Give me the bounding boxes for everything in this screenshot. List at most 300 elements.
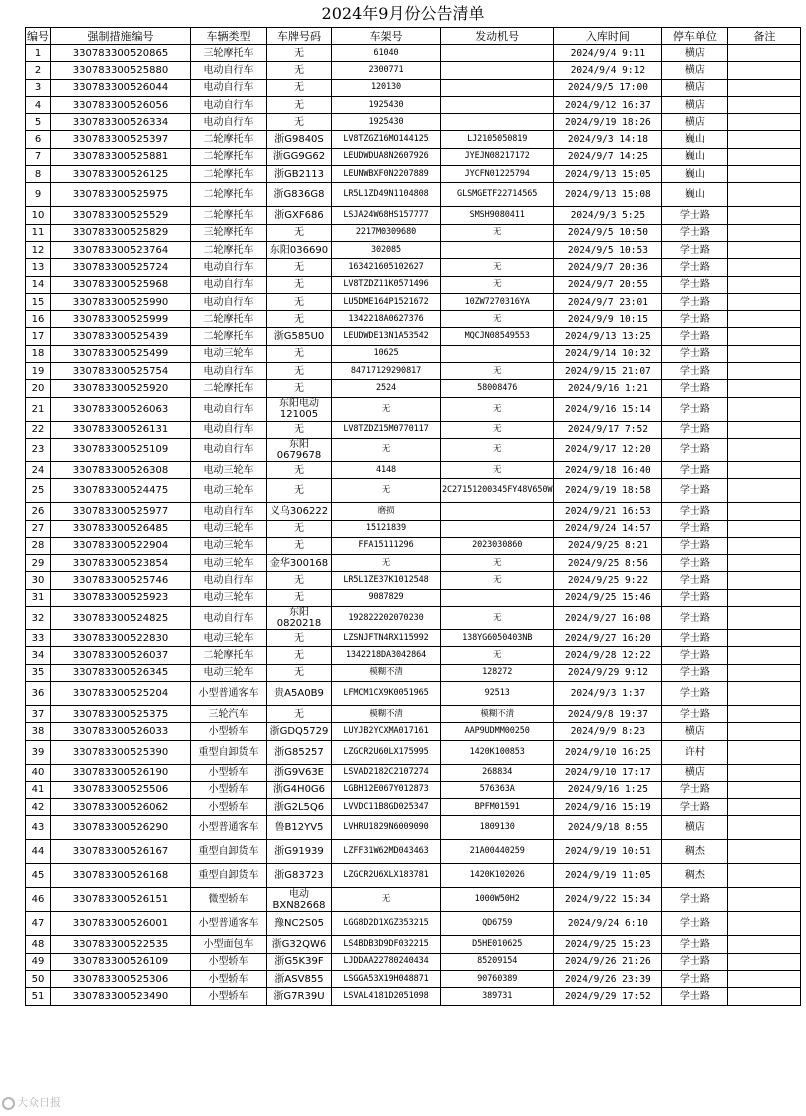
cell-enforcement-id: 330783300525439 xyxy=(51,328,191,345)
cell-no: 51 xyxy=(26,988,51,1005)
cell-enforcement-id: 330783300525881 xyxy=(51,148,191,165)
cell-plate: 无 xyxy=(267,62,332,79)
cell-engine: 无 xyxy=(441,647,554,664)
table-row xyxy=(26,503,801,520)
cell-time: 2024/9/25 8:21 xyxy=(554,537,662,554)
cell-remark xyxy=(728,479,801,503)
table-row xyxy=(26,166,801,183)
cell-frame: 302085 xyxy=(332,241,441,258)
page-title: 2024年9月份公告清单 xyxy=(321,4,485,23)
table-row xyxy=(26,537,801,554)
cell-frame: 无 xyxy=(332,888,441,912)
cell-plate: 东阳0820218 xyxy=(267,607,332,630)
cell-time: 2024/9/9 10:15 xyxy=(554,311,662,328)
table-row xyxy=(26,293,801,310)
cell-plate: 无 xyxy=(267,520,332,537)
cell-enforcement-id: 330783300525499 xyxy=(51,345,191,362)
cell-unit: 学士路 xyxy=(662,479,728,503)
cell-time: 2024/9/13 15:08 xyxy=(554,183,662,207)
cell-engine: 21A00440259 xyxy=(441,840,554,864)
cell-time: 2024/9/25 15:23 xyxy=(554,936,662,953)
table-row xyxy=(26,207,801,224)
cell-frame: LGBH12E067Y012873 xyxy=(332,781,441,798)
cell-time: 2024/9/4 9:11 xyxy=(554,45,662,62)
cell-frame: LR5L1ZD49N1104808 xyxy=(332,183,441,207)
cell-no: 12 xyxy=(26,241,51,258)
cell-enforcement-id: 330783300525880 xyxy=(51,62,191,79)
cell-frame: 模糊不清 xyxy=(332,705,441,722)
cell-no: 23 xyxy=(26,438,51,461)
table-row xyxy=(26,241,801,258)
cell-enforcement-id: 330783300525390 xyxy=(51,740,191,764)
cell-remark xyxy=(728,276,801,293)
table-row xyxy=(26,259,801,276)
cell-frame: LZSNJFTN4RX115992 xyxy=(332,630,441,647)
table-row xyxy=(26,328,801,345)
cell-time: 2024/9/15 21:07 xyxy=(554,363,662,380)
table-row xyxy=(26,864,801,888)
cell-unit: 学士路 xyxy=(662,988,728,1005)
cell-enforcement-id: 330783300525990 xyxy=(51,293,191,310)
cell-vehicle-type: 二轮摩托车 xyxy=(191,241,267,258)
cell-remark xyxy=(728,630,801,647)
cell-unit: 学士路 xyxy=(662,630,728,647)
table-row xyxy=(26,912,801,936)
cell-remark xyxy=(728,503,801,520)
cell-frame: LZFF31W62MD043463 xyxy=(332,840,441,864)
cell-vehicle-type: 电动三轮车 xyxy=(191,555,267,572)
cell-unit: 横店 xyxy=(662,96,728,113)
cell-engine xyxy=(441,114,554,131)
cell-enforcement-id: 330783300525397 xyxy=(51,131,191,148)
cell-plate: 豫NC2S05 xyxy=(267,912,332,936)
cell-frame: LSJA24W68HS157777 xyxy=(332,207,441,224)
cell-frame: LS4BDB3D9DF032215 xyxy=(332,936,441,953)
cell-no: 21 xyxy=(26,397,51,421)
cell-engine: 1809130 xyxy=(441,816,554,840)
cell-frame: LV8TZGZ16MO144125 xyxy=(332,131,441,148)
cell-time: 2024/9/14 10:32 xyxy=(554,345,662,362)
cell-vehicle-type: 小型面包车 xyxy=(191,936,267,953)
cell-plate: 无 xyxy=(267,45,332,62)
cell-unit: 横店 xyxy=(662,62,728,79)
cell-no: 24 xyxy=(26,461,51,478)
cell-unit: 许村 xyxy=(662,740,728,764)
cell-enforcement-id: 330783300526190 xyxy=(51,764,191,781)
cell-no: 17 xyxy=(26,328,51,345)
cell-frame: LZGCR2U60LX175995 xyxy=(332,740,441,764)
cell-time: 2024/9/19 11:05 xyxy=(554,864,662,888)
cell-plate: 浙G91939 xyxy=(267,840,332,864)
cell-no: 36 xyxy=(26,681,51,705)
cell-plate: 金华300168 xyxy=(267,555,332,572)
table-row xyxy=(26,953,801,970)
cell-unit: 巍山 xyxy=(662,166,728,183)
cell-enforcement-id: 330783300525920 xyxy=(51,380,191,397)
cell-unit: 学士路 xyxy=(662,276,728,293)
cell-unit: 学士路 xyxy=(662,912,728,936)
cell-engine: 模糊不清 xyxy=(441,705,554,722)
cell-vehicle-type: 三轮汽车 xyxy=(191,705,267,722)
cell-remark xyxy=(728,723,801,740)
cell-frame: 无 xyxy=(332,438,441,461)
cell-remark xyxy=(728,259,801,276)
cell-enforcement-id: 330783300525746 xyxy=(51,572,191,589)
cell-engine: 无 xyxy=(441,555,554,572)
cell-enforcement-id: 330783300525724 xyxy=(51,259,191,276)
cell-frame: 15121839 xyxy=(332,520,441,537)
cell-enforcement-id: 330783300525306 xyxy=(51,970,191,987)
cell-engine: 1420K102026 xyxy=(441,864,554,888)
table-row xyxy=(26,421,801,438)
cell-no: 35 xyxy=(26,664,51,681)
cell-unit: 学士路 xyxy=(662,781,728,798)
cell-vehicle-type: 二轮摩托车 xyxy=(191,380,267,397)
cell-plate: 无 xyxy=(267,461,332,478)
cell-plate: 电动BXN82668 xyxy=(267,888,332,912)
cell-plate: 义乌306222 xyxy=(267,503,332,520)
cell-no: 13 xyxy=(26,259,51,276)
cell-vehicle-type: 二轮摩托车 xyxy=(191,166,267,183)
cell-plate: 浙G836G8 xyxy=(267,183,332,207)
cell-plate: 浙G32QW6 xyxy=(267,936,332,953)
table-row xyxy=(26,740,801,764)
cell-unit: 学士路 xyxy=(662,888,728,912)
table-row xyxy=(26,705,801,722)
cell-time: 2024/9/8 19:37 xyxy=(554,705,662,722)
cell-vehicle-type: 电动三轮车 xyxy=(191,461,267,478)
cell-frame: 84717129290817 xyxy=(332,363,441,380)
cell-engine: 无 xyxy=(441,421,554,438)
table-row xyxy=(26,781,801,798)
cell-enforcement-id: 330783300522535 xyxy=(51,936,191,953)
table-row xyxy=(26,62,801,79)
table-row xyxy=(26,647,801,664)
cell-unit: 学士路 xyxy=(662,664,728,681)
cell-remark xyxy=(728,345,801,362)
cell-no: 32 xyxy=(26,607,51,630)
cell-no: 7 xyxy=(26,148,51,165)
cell-unit: 学士路 xyxy=(662,607,728,630)
cell-plate: 浙G9840S xyxy=(267,131,332,148)
cell-remark xyxy=(728,864,801,888)
cell-engine: 128272 xyxy=(441,664,554,681)
col-header-time: 入库时间 xyxy=(554,28,662,45)
cell-remark xyxy=(728,224,801,241)
cell-frame: LEUDWDUA8N2607926 xyxy=(332,148,441,165)
cell-remark xyxy=(728,397,801,421)
cell-vehicle-type: 电动三轮车 xyxy=(191,589,267,606)
cell-no: 47 xyxy=(26,912,51,936)
table-row xyxy=(26,988,801,1005)
cell-unit: 学士路 xyxy=(662,438,728,461)
cell-enforcement-id: 330783300526168 xyxy=(51,864,191,888)
cell-vehicle-type: 电动自行车 xyxy=(191,397,267,421)
cell-enforcement-id: 330783300525506 xyxy=(51,781,191,798)
cell-remark xyxy=(728,888,801,912)
cell-enforcement-id: 330783300526109 xyxy=(51,953,191,970)
cell-engine: 389731 xyxy=(441,988,554,1005)
cell-vehicle-type: 重型自卸货车 xyxy=(191,840,267,864)
cell-plate: 浙G4H0G6 xyxy=(267,781,332,798)
cell-plate: 浙G83723 xyxy=(267,864,332,888)
cell-frame: 无 xyxy=(332,479,441,503)
cell-no: 31 xyxy=(26,589,51,606)
cell-time: 2024/9/7 20:36 xyxy=(554,259,662,276)
cell-time: 2024/9/24 14:57 xyxy=(554,520,662,537)
cell-vehicle-type: 电动自行车 xyxy=(191,96,267,113)
cell-time: 2024/9/3 5:25 xyxy=(554,207,662,224)
cell-no: 46 xyxy=(26,888,51,912)
cell-unit: 横店 xyxy=(662,764,728,781)
cell-plate: 无 xyxy=(267,259,332,276)
cell-engine: 无 xyxy=(441,276,554,293)
cell-no: 48 xyxy=(26,936,51,953)
cell-frame: LEUDWDE13N1A53542 xyxy=(332,328,441,345)
cell-remark xyxy=(728,936,801,953)
cell-plate: 无 xyxy=(267,380,332,397)
cell-enforcement-id: 330783300526151 xyxy=(51,888,191,912)
cell-engine: GLSMGETF22714565 xyxy=(441,183,554,207)
table-row xyxy=(26,311,801,328)
cell-unit: 学士路 xyxy=(662,705,728,722)
cell-engine: JYEJN08217172 xyxy=(441,148,554,165)
cell-remark xyxy=(728,293,801,310)
cell-frame: 120130 xyxy=(332,79,441,96)
cell-vehicle-type: 小型轿车 xyxy=(191,988,267,1005)
table-row xyxy=(26,345,801,362)
cell-plate: 浙G9V63E xyxy=(267,764,332,781)
table-row xyxy=(26,438,801,461)
cell-vehicle-type: 电动自行车 xyxy=(191,62,267,79)
cell-vehicle-type: 二轮摩托车 xyxy=(191,311,267,328)
cell-engine: MQCJN08549553 xyxy=(441,328,554,345)
cell-time: 2024/9/18 8:55 xyxy=(554,816,662,840)
cell-plate: 无 xyxy=(267,363,332,380)
cell-time: 2024/9/25 15:46 xyxy=(554,589,662,606)
cell-enforcement-id: 330783300526334 xyxy=(51,114,191,131)
cell-remark xyxy=(728,461,801,478)
cell-plate: 无 xyxy=(267,96,332,113)
cell-unit: 稠杰 xyxy=(662,840,728,864)
cell-no: 1 xyxy=(26,45,51,62)
cell-enforcement-id: 330783300524475 xyxy=(51,479,191,503)
cell-time: 2024/9/17 7:52 xyxy=(554,421,662,438)
cell-enforcement-id: 330783300526290 xyxy=(51,816,191,840)
cell-frame: 无 xyxy=(332,397,441,421)
cell-plate: 东阳电动121005 xyxy=(267,397,332,421)
table-body xyxy=(26,45,801,1006)
cell-vehicle-type: 电动三轮车 xyxy=(191,520,267,537)
cell-time: 2024/9/12 16:37 xyxy=(554,96,662,113)
cell-remark xyxy=(728,520,801,537)
cell-vehicle-type: 电动三轮车 xyxy=(191,630,267,647)
cell-plate: 贵A5A0B9 xyxy=(267,681,332,705)
cell-remark xyxy=(728,781,801,798)
cell-enforcement-id: 330783300526125 xyxy=(51,166,191,183)
cell-no: 10 xyxy=(26,207,51,224)
table-row xyxy=(26,131,801,148)
table-row xyxy=(26,816,801,840)
cell-time: 2024/9/25 9:22 xyxy=(554,572,662,589)
table-row xyxy=(26,630,801,647)
cell-engine: 268834 xyxy=(441,764,554,781)
cell-engine: 无 xyxy=(441,363,554,380)
cell-unit: 学士路 xyxy=(662,589,728,606)
cell-remark xyxy=(728,148,801,165)
cell-no: 34 xyxy=(26,647,51,664)
cell-frame: LGG8D2D1XGZ353215 xyxy=(332,912,441,936)
cell-engine: JYCFN01225794 xyxy=(441,166,554,183)
cell-vehicle-type: 电动自行车 xyxy=(191,503,267,520)
cell-time: 2024/9/25 8:56 xyxy=(554,555,662,572)
cell-time: 2024/9/13 13:25 xyxy=(554,328,662,345)
cell-remark xyxy=(728,79,801,96)
cell-time: 2024/9/27 16:08 xyxy=(554,607,662,630)
table-row xyxy=(26,589,801,606)
cell-plate: 东阳0679678 xyxy=(267,438,332,461)
cell-unit: 学士路 xyxy=(662,328,728,345)
cell-no: 20 xyxy=(26,380,51,397)
table-row xyxy=(26,764,801,781)
cell-unit: 学士路 xyxy=(662,555,728,572)
cell-remark xyxy=(728,421,801,438)
cell-plate: 无 xyxy=(267,276,332,293)
cell-engine xyxy=(441,62,554,79)
cell-enforcement-id: 330783300522830 xyxy=(51,630,191,647)
table-row xyxy=(26,888,801,912)
cell-enforcement-id: 330783300526001 xyxy=(51,912,191,936)
cell-plate: 浙GDQ5729 xyxy=(267,723,332,740)
table-row xyxy=(26,970,801,987)
table-row xyxy=(26,148,801,165)
cell-time: 2024/9/21 16:53 xyxy=(554,503,662,520)
cell-no: 44 xyxy=(26,840,51,864)
cell-unit: 巍山 xyxy=(662,131,728,148)
cell-vehicle-type: 三轮摩托车 xyxy=(191,224,267,241)
cell-engine xyxy=(441,520,554,537)
cell-vehicle-type: 电动自行车 xyxy=(191,276,267,293)
cell-time: 2024/9/26 23:39 xyxy=(554,970,662,987)
cell-time: 2024/9/7 14:25 xyxy=(554,148,662,165)
cell-frame: 2217M0309680 xyxy=(332,224,441,241)
cell-remark xyxy=(728,62,801,79)
cell-remark xyxy=(728,166,801,183)
cell-unit: 学士路 xyxy=(662,421,728,438)
cell-plate: 无 xyxy=(267,293,332,310)
cell-remark xyxy=(728,740,801,764)
cell-vehicle-type: 小型普通客车 xyxy=(191,912,267,936)
cell-time: 2024/9/16 15:19 xyxy=(554,799,662,816)
cell-engine: 90760389 xyxy=(441,970,554,987)
cell-time: 2024/9/22 15:34 xyxy=(554,888,662,912)
cell-unit: 学士路 xyxy=(662,970,728,987)
cell-vehicle-type: 二轮摩托车 xyxy=(191,207,267,224)
cell-plate: 无 xyxy=(267,345,332,362)
cell-frame: 1342218DA3042864 xyxy=(332,647,441,664)
cell-time: 2024/9/19 18:26 xyxy=(554,114,662,131)
cell-remark xyxy=(728,131,801,148)
cell-remark xyxy=(728,664,801,681)
cell-frame: 4148 xyxy=(332,461,441,478)
cell-no: 3 xyxy=(26,79,51,96)
cell-remark xyxy=(728,311,801,328)
cell-time: 2024/9/24 6:10 xyxy=(554,912,662,936)
cell-engine: 138YG6050403NB xyxy=(441,630,554,647)
cell-no: 41 xyxy=(26,781,51,798)
cell-unit: 学士路 xyxy=(662,224,728,241)
cell-engine: QD6759 xyxy=(441,912,554,936)
cell-frame: LU5DME164P1521672 xyxy=(332,293,441,310)
cell-no: 22 xyxy=(26,421,51,438)
cell-engine: 无 xyxy=(441,224,554,241)
cell-unit: 横店 xyxy=(662,816,728,840)
cell-vehicle-type: 电动自行车 xyxy=(191,572,267,589)
table-row xyxy=(26,555,801,572)
cell-plate: 无 xyxy=(267,572,332,589)
cell-remark xyxy=(728,96,801,113)
cell-engine xyxy=(441,79,554,96)
cell-plate: 浙GXF686 xyxy=(267,207,332,224)
cell-frame: LVHRU1829N6009090 xyxy=(332,816,441,840)
cell-time: 2024/9/26 21:26 xyxy=(554,953,662,970)
cell-vehicle-type: 重型自卸货车 xyxy=(191,864,267,888)
cell-time: 2024/9/9 8:23 xyxy=(554,723,662,740)
cell-frame: LR5L1ZE37K1012548 xyxy=(332,572,441,589)
watermark-text: 大众日报 xyxy=(17,1096,61,1109)
col-header-vehicle-type: 车辆类型 xyxy=(191,28,267,45)
cell-unit: 学士路 xyxy=(662,207,728,224)
table-row xyxy=(26,664,801,681)
cell-remark xyxy=(728,764,801,781)
cell-unit: 稠杰 xyxy=(662,864,728,888)
cell-remark xyxy=(728,988,801,1005)
cell-remark xyxy=(728,970,801,987)
cell-unit: 横店 xyxy=(662,79,728,96)
cell-no: 6 xyxy=(26,131,51,148)
cell-vehicle-type: 电动自行车 xyxy=(191,421,267,438)
cell-plate: 浙ASV855 xyxy=(267,970,332,987)
cell-time: 2024/9/13 15:05 xyxy=(554,166,662,183)
cell-time: 2024/9/17 12:20 xyxy=(554,438,662,461)
cell-remark xyxy=(728,589,801,606)
cell-plate: 浙G2L5Q6 xyxy=(267,799,332,816)
cell-frame: FFA15111296 xyxy=(332,537,441,554)
cell-frame: 无 xyxy=(332,555,441,572)
cell-frame: LZGCR2U6XLX183781 xyxy=(332,864,441,888)
cell-enforcement-id: 330783300526345 xyxy=(51,664,191,681)
cell-no: 14 xyxy=(26,276,51,293)
table-header-row xyxy=(26,28,801,45)
cell-plate: 无 xyxy=(267,421,332,438)
cell-vehicle-type: 小型轿车 xyxy=(191,764,267,781)
cell-remark xyxy=(728,912,801,936)
table-row xyxy=(26,607,801,630)
cell-engine xyxy=(441,45,554,62)
cell-enforcement-id: 330783300526062 xyxy=(51,799,191,816)
cell-no: 15 xyxy=(26,293,51,310)
cell-vehicle-type: 电动三轮车 xyxy=(191,345,267,362)
cell-remark xyxy=(728,705,801,722)
cell-engine: 10ZW7270316YA xyxy=(441,293,554,310)
cell-vehicle-type: 电动自行车 xyxy=(191,79,267,96)
cell-frame: LV8TZDZ15M0770117 xyxy=(332,421,441,438)
col-header-enforcement-id: 强制措施编号 xyxy=(51,28,191,45)
table-row xyxy=(26,224,801,241)
cell-engine: 无 xyxy=(441,397,554,421)
cell-no: 45 xyxy=(26,864,51,888)
cell-vehicle-type: 二轮摩托车 xyxy=(191,131,267,148)
